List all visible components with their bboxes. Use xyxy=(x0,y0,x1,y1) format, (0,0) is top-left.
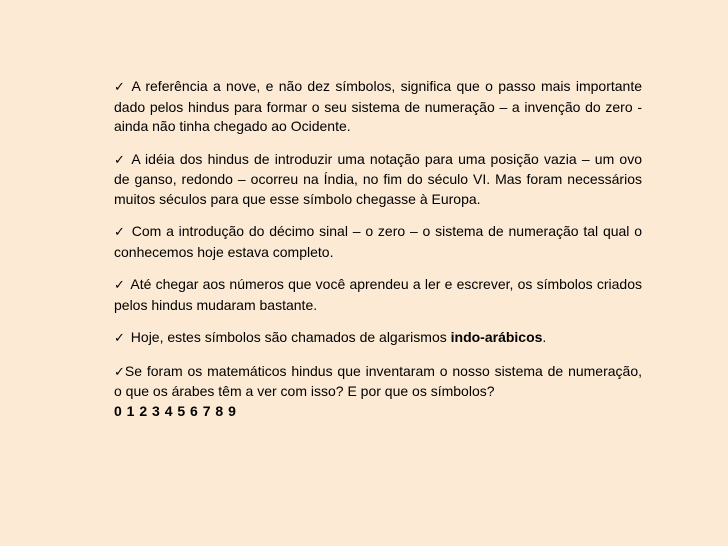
bullet-text: A referência a nove, e não dez símbolos, significa que o passo mais importante dado pelos hindus para formar o seu sistema de numeração – a invenção do zero - ainda não tinha chegado ao Ocidente. xyxy=(114,78,642,134)
bullet-text-end: . xyxy=(542,329,547,345)
slide-content xyxy=(114,77,642,421)
bullet-item-6 xyxy=(114,362,642,422)
bullet-text: A idéia dos hindus de introduzir uma notação para uma posição vazia – um ovo de ganso, redondo – ocorreu na Índia, no fim do século VI. Mas foram necessários muitos séculos para que esse símbolo chegasse à Europa. xyxy=(114,150,642,207)
bullet-item-1 xyxy=(114,77,642,137)
bullet-bold-term: indo-arábicos xyxy=(450,329,543,345)
bullet-item-2 xyxy=(114,150,642,210)
bullet-text: Com a introdução do décimo sinal – o zero – o sistema de numeração tal qual o conhecemos hoje estava completo. xyxy=(114,223,642,260)
check-icon: ✓ xyxy=(114,80,125,95)
check-icon: ✓ xyxy=(114,364,125,380)
check-icon: ✓ xyxy=(114,278,125,293)
bullet-text: Hoje, estes símbolos são chamados de algarismos xyxy=(130,329,451,345)
bullet-item-3 xyxy=(114,222,642,262)
digits-line: 0 1 2 3 4 5 6 7 8 9 xyxy=(114,402,237,419)
bullet-item-4 xyxy=(114,275,642,315)
bullet-item-5 xyxy=(114,328,642,349)
check-icon: ✓ xyxy=(114,152,125,168)
bullet-text: Se foram os matemáticos hindus que inventaram o nosso sistema de numeração, o que os árabes têm a ver com isso? E por que os símbolos? xyxy=(114,362,642,399)
check-icon: ✓ xyxy=(114,225,125,240)
check-icon: ✓ xyxy=(114,331,125,346)
bullet-text: Até chegar aos números que você aprendeu a ler e escrever, os símbolos criados pelos hindus mudaram bastante. xyxy=(114,276,643,313)
